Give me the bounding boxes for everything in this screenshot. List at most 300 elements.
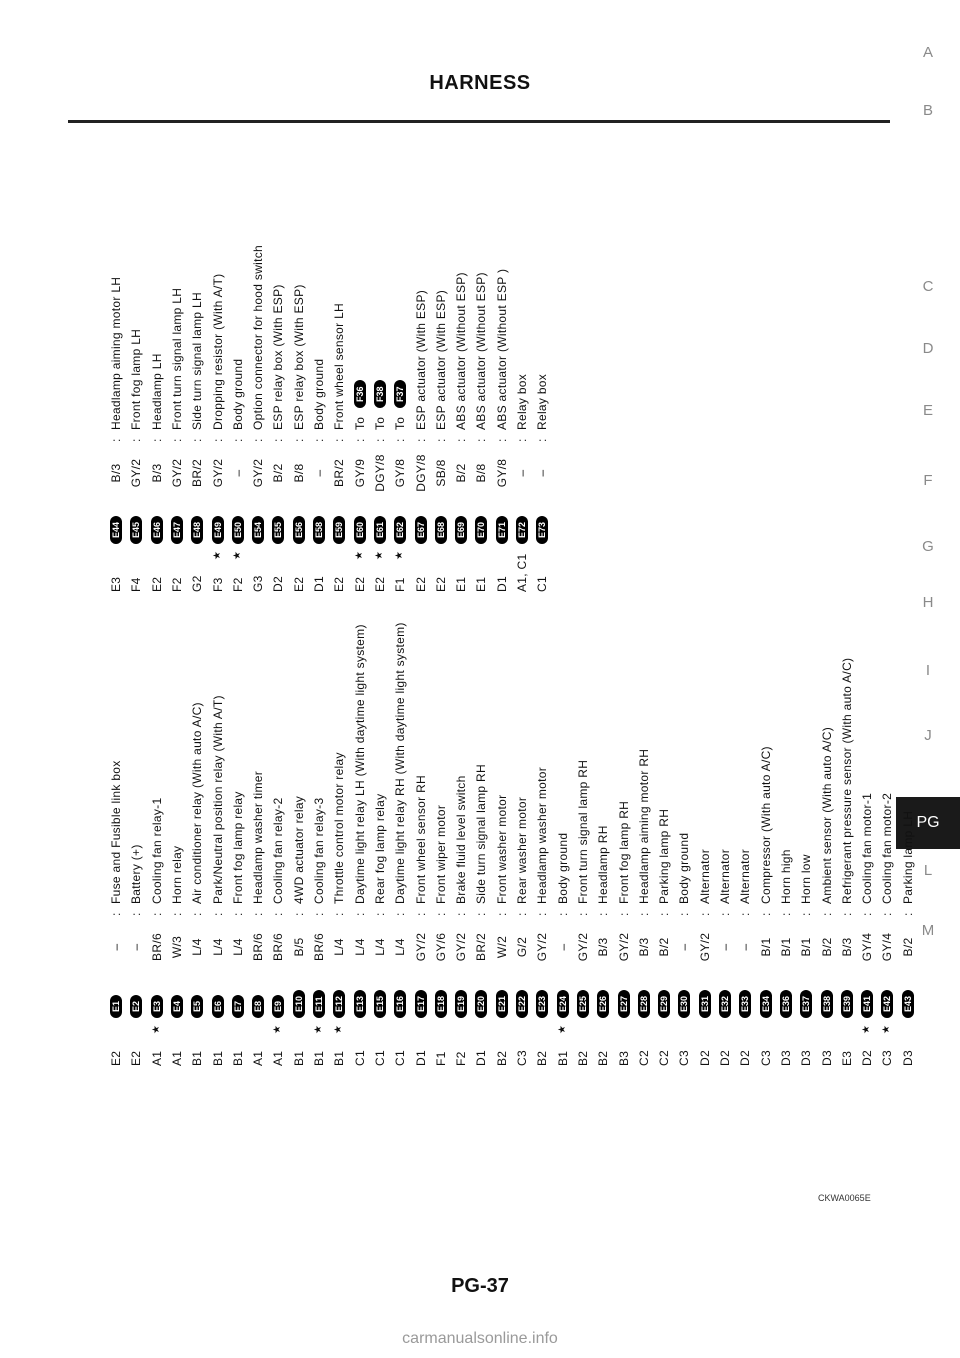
connector-row	[228, 0, 248, 592]
connector-description: Rear fog lamp relay	[372, 793, 387, 904]
wire-spec: BR/6	[312, 933, 326, 961]
section-tab-i[interactable]: I	[925, 662, 931, 679]
connector-description: Headlamp RH	[596, 825, 611, 904]
separator: :	[129, 912, 144, 916]
grid-reference: C3	[515, 1050, 529, 1066]
star-marker-icon: ★	[861, 1024, 873, 1034]
connector-description: Front wheel sensor RH	[413, 774, 428, 904]
wire-spec: GY/2	[413, 932, 428, 962]
wire-spec: BR/6	[149, 933, 164, 961]
section-tab-m[interactable]: M	[921, 922, 935, 939]
connector-badge: E13	[354, 990, 366, 1018]
section-tab-d[interactable]: D	[922, 340, 934, 357]
separator: :	[149, 912, 164, 916]
connector-badge: E10	[293, 990, 305, 1018]
grid-reference: B1	[312, 1050, 326, 1066]
connector-description: Horn high	[778, 849, 793, 904]
connector-badge: E8	[252, 995, 264, 1018]
connector-badge: E30	[678, 990, 690, 1018]
connector-badge: E31	[699, 990, 711, 1018]
connector-badge: E61	[374, 516, 386, 544]
connector-description: ESP relay box (With ESP)	[271, 284, 286, 430]
connector-badge: E58	[313, 516, 325, 544]
grid-reference: A1, C1	[515, 553, 529, 592]
grid-reference: D2	[738, 1050, 753, 1066]
grid-reference: B2	[494, 1050, 509, 1066]
star-marker-icon: ★	[333, 1024, 345, 1034]
wire-spec: GY/8	[494, 458, 509, 488]
wire-spec: L/4	[230, 938, 245, 956]
wire-spec: B/3	[149, 463, 164, 483]
separator: :	[413, 912, 428, 916]
section-tab-c[interactable]: C	[922, 278, 934, 295]
connector-row	[106, 0, 126, 592]
connector-description: Side turn signal lamp RH	[474, 764, 489, 904]
connector-badge: E29	[658, 990, 670, 1018]
connector-row	[126, 0, 146, 592]
wire-spec: BR/2	[190, 459, 205, 487]
connector-row	[289, 0, 309, 592]
wire-spec: L/4	[332, 938, 347, 956]
connector-badge: E17	[415, 990, 427, 1018]
page-number: PG-37	[451, 1275, 509, 1297]
separator: :	[372, 912, 387, 916]
separator: :	[718, 912, 732, 916]
connector-description: Dropping resistor (With A/T)	[210, 273, 225, 430]
separator: :	[819, 912, 834, 916]
connector-badge: E49	[212, 516, 224, 544]
connector-description: Front wheel sensor LH	[332, 302, 347, 430]
wire-spec: B/2	[657, 937, 672, 957]
connector-badge: E36	[780, 990, 792, 1018]
wire-spec: W/3	[169, 935, 184, 959]
connector-description: Headlamp LH	[149, 353, 164, 430]
connector-row	[512, 0, 532, 592]
connector-description: ABS actuator (Without ESP )	[494, 268, 509, 430]
connector-badge: E16	[394, 990, 406, 1018]
connector-badge: E38	[821, 990, 833, 1018]
connector-description: Cooling fan motor-2	[880, 792, 895, 904]
connector-description: ABS actuator (Without ESP)	[454, 272, 469, 430]
connector-row	[268, 0, 288, 592]
connector-badge: E47	[171, 516, 183, 544]
connector-badge: E50	[232, 516, 244, 544]
wire-spec: BR/2	[332, 459, 347, 487]
connector-badge: E26	[597, 990, 609, 1018]
separator: :	[251, 438, 266, 442]
wire-spec: –	[535, 469, 550, 477]
grid-reference: E1	[474, 576, 489, 592]
wire-spec: GY/2	[535, 932, 550, 962]
separator: :	[271, 912, 286, 916]
separator: :	[190, 438, 205, 442]
connector-description: Throttle control motor relay	[332, 752, 347, 904]
separator: :	[778, 912, 793, 916]
connector-badge: E2	[130, 995, 142, 1018]
grid-reference: E2	[291, 576, 306, 592]
separator: :	[494, 912, 509, 916]
connector-description: To	[393, 416, 408, 430]
connector-row	[471, 0, 491, 592]
connector-row	[431, 0, 451, 592]
separator: :	[555, 912, 570, 916]
wire-spec: L/4	[352, 938, 367, 956]
connector-description: Cooling fan relay-1	[149, 797, 164, 904]
connector-badge: E43	[902, 990, 914, 1018]
grid-reference: D2	[271, 576, 286, 592]
connector-row	[532, 0, 552, 592]
separator: :	[535, 912, 550, 916]
grid-reference: F3	[210, 577, 225, 592]
wire-spec: B/2	[819, 937, 834, 957]
connector-badge: E44	[110, 516, 122, 544]
section-tab-h[interactable]: H	[922, 594, 934, 611]
connector-description: ESP relay box (With ESP)	[291, 284, 306, 430]
separator: :	[332, 438, 347, 442]
connector-row	[248, 0, 268, 592]
separator: :	[575, 912, 590, 916]
connector-badge: E24	[557, 990, 569, 1018]
connector-badge: E39	[841, 990, 853, 1018]
connector-badge: E46	[151, 516, 163, 544]
wire-spec: B/2	[271, 463, 286, 483]
connector-description: Body ground	[677, 832, 692, 904]
connector-description: Body ground	[312, 358, 326, 430]
separator: :	[474, 438, 489, 442]
grid-reference: D2	[697, 1050, 712, 1066]
wire-spec: –	[230, 469, 245, 477]
separator: :	[372, 438, 387, 442]
connector-badge: E5	[191, 995, 203, 1018]
connector-description: Compressor (With auto A/C)	[758, 746, 773, 904]
section-tab-l[interactable]: L	[923, 862, 933, 879]
separator: :	[799, 912, 814, 916]
separator: :	[515, 912, 529, 916]
section-tab-j[interactable]: J	[924, 727, 932, 744]
separator: :	[657, 912, 672, 916]
grid-reference: D1	[413, 1050, 428, 1066]
separator: :	[352, 912, 367, 916]
connector-badge: E7	[232, 995, 244, 1018]
target-connector-badge: F37	[394, 380, 406, 408]
grid-reference: B3	[616, 1050, 631, 1066]
connector-badge: E32	[719, 990, 731, 1018]
grid-reference: C2	[657, 1050, 672, 1066]
separator: :	[312, 912, 326, 916]
grid-reference: A1	[251, 1050, 266, 1066]
wire-spec: GY/2	[251, 458, 266, 488]
connector-badge: E73	[536, 516, 548, 544]
connector-description: 4WD actuator relay	[291, 795, 306, 904]
separator: :	[230, 438, 245, 442]
connector-badge: E20	[475, 990, 487, 1018]
connector-row	[370, 0, 390, 592]
grid-reference: B1	[230, 1050, 245, 1066]
separator: :	[596, 912, 611, 916]
connector-description: Headlamp aiming motor LH	[109, 276, 123, 430]
connector-badge: E21	[496, 990, 508, 1018]
connector-description: Refrigerant pressure sensor (With auto A/C)	[839, 657, 854, 904]
grid-reference: E3	[109, 576, 123, 592]
grid-reference: F2	[169, 577, 184, 592]
connector-description: Headlamp washer timer	[251, 770, 266, 904]
separator: :	[332, 912, 347, 916]
wire-spec: B/2	[900, 937, 915, 957]
connector-badge: E3	[151, 995, 163, 1018]
grid-reference: E1	[454, 576, 469, 592]
connector-description: Front wiper motor	[433, 804, 448, 904]
wire-spec: –	[129, 943, 144, 951]
grid-reference: F4	[129, 577, 144, 592]
connector-row	[208, 0, 228, 592]
separator: :	[535, 438, 550, 442]
connector-row	[147, 0, 167, 592]
connector-description: To	[372, 416, 387, 430]
separator: :	[738, 912, 753, 916]
grid-reference: D1	[494, 576, 509, 592]
star-marker-icon: ★	[313, 1024, 324, 1034]
wire-spec: B/3	[596, 937, 611, 957]
star-marker-icon: ★	[150, 1024, 162, 1034]
grid-reference: D3	[799, 1050, 814, 1066]
connector-description: Relay box	[515, 373, 529, 430]
section-tab-e[interactable]: E	[922, 402, 933, 419]
connector-description: Headlamp aiming motor RH	[636, 748, 651, 904]
grid-reference: E2	[149, 576, 164, 592]
connector-badge: E9	[272, 995, 284, 1018]
connector-description: Alternator	[718, 848, 732, 904]
separator: :	[251, 912, 266, 916]
separator: :	[393, 438, 408, 442]
star-marker-icon: ★	[211, 550, 223, 560]
connector-description: Parking lamp RH	[657, 808, 672, 904]
separator: :	[393, 912, 408, 916]
connector-badge: E55	[272, 516, 284, 544]
separator: :	[210, 438, 225, 442]
grid-reference: G3	[251, 575, 266, 592]
separator: :	[860, 912, 875, 916]
wire-spec: W/2	[494, 935, 509, 959]
wire-spec: B/1	[778, 937, 793, 957]
connector-badge: E68	[435, 516, 447, 544]
separator: :	[616, 912, 631, 916]
page-title: HARNESS	[429, 72, 531, 94]
connector-description: Parking lamp LH	[900, 810, 915, 904]
grid-reference: B1	[291, 1050, 306, 1066]
figure-code: CKWA0065E	[818, 1193, 871, 1203]
connector-badge: E1	[110, 995, 122, 1018]
wire-spec: –	[677, 943, 692, 951]
grid-reference: E2	[372, 576, 387, 592]
connector-badge: E60	[354, 516, 366, 544]
wire-spec: GY/2	[575, 932, 590, 962]
connector-description: Cooling fan relay-2	[271, 797, 286, 904]
star-marker-icon: ★	[556, 1024, 568, 1034]
connector-description: Rear washer motor	[515, 796, 529, 904]
star-marker-icon: ★	[394, 550, 406, 560]
connector-row	[167, 0, 187, 592]
separator: :	[129, 438, 144, 442]
wire-spec: –	[109, 943, 123, 951]
connector-row	[187, 0, 207, 592]
star-marker-icon: ★	[231, 550, 243, 560]
wire-spec: –	[718, 943, 732, 951]
wire-spec: GY/8	[393, 458, 408, 488]
section-tab-a[interactable]: A	[922, 44, 933, 61]
connector-description: Headlamp washer motor	[535, 766, 550, 904]
connector-description: To	[352, 416, 367, 430]
grid-reference: F2	[454, 1051, 469, 1066]
separator: :	[839, 912, 854, 916]
separator: :	[454, 438, 469, 442]
wire-spec: B/3	[636, 937, 651, 957]
connector-description: Relay box	[535, 373, 550, 430]
grid-reference: B2	[575, 1050, 590, 1066]
section-tab-g[interactable]: G	[922, 538, 934, 555]
grid-reference: D3	[778, 1050, 793, 1066]
separator: :	[210, 912, 225, 916]
connector-badge: E71	[496, 516, 508, 544]
wire-spec: B/2	[454, 463, 469, 483]
connector-description: Daytime light relay RH (With daytime light system)	[393, 622, 408, 904]
connector-description: Brake fluid level switch	[454, 775, 469, 904]
separator: :	[494, 438, 509, 442]
wire-spec: GY/2	[616, 932, 631, 962]
grid-reference: C3	[758, 1050, 773, 1066]
grid-reference: E2	[129, 1050, 144, 1066]
connector-badge: E18	[435, 990, 447, 1018]
connector-description: Front fog lamp RH	[616, 800, 631, 904]
grid-reference: D2	[718, 1050, 732, 1066]
connector-row	[329, 0, 349, 592]
connector-badge: E48	[191, 516, 203, 544]
grid-reference: E2	[352, 576, 367, 592]
wire-spec: BR/2	[474, 933, 489, 961]
wire-spec: –	[515, 469, 529, 477]
connector-description: Ambient sensor (With auto A/C)	[819, 726, 834, 904]
star-marker-icon: ★	[881, 1024, 893, 1034]
separator: :	[433, 438, 448, 442]
connector-description: Daytime light relay LH (With daytime light system)	[352, 624, 367, 904]
separator: :	[109, 438, 123, 442]
connector-row	[350, 0, 370, 592]
wire-spec: –	[738, 943, 753, 951]
connector-description: Horn relay	[169, 845, 184, 904]
connector-row	[451, 0, 471, 592]
connector-description: Body ground	[230, 358, 245, 430]
separator: :	[880, 912, 895, 916]
wire-spec: GY/4	[860, 932, 875, 962]
connector-badge: E6	[212, 995, 224, 1018]
grid-reference: C2	[636, 1050, 651, 1066]
grid-reference: E2	[413, 576, 428, 592]
grid-reference: D1	[312, 576, 326, 592]
connector-badge: E69	[455, 516, 467, 544]
watermark-link[interactable]: carmanualsonline.info	[402, 1330, 558, 1347]
grid-reference: F1	[433, 1051, 448, 1066]
wire-spec: BR/6	[251, 933, 266, 961]
grid-reference: C1	[535, 576, 550, 592]
wire-spec: B/8	[474, 463, 489, 483]
wire-spec: B/3	[839, 937, 854, 957]
wire-spec: B/5	[291, 937, 306, 957]
connector-description: Front turn signal lamp RH	[575, 759, 590, 904]
separator: :	[352, 438, 367, 442]
wire-spec: B/1	[799, 937, 814, 957]
separator: :	[312, 438, 326, 442]
connector-description: Cooling fan motor-1	[860, 792, 875, 904]
connector-description: Park/Neutral position relay (With A/T)	[210, 695, 225, 904]
wire-spec: L/4	[393, 938, 408, 956]
wire-spec: GY/2	[210, 458, 225, 488]
separator: :	[677, 912, 692, 916]
connector-badge: E11	[313, 990, 325, 1018]
connector-description: Front washer motor	[494, 794, 509, 904]
wire-spec: DGY/8	[372, 454, 387, 492]
separator: :	[515, 438, 529, 442]
grid-reference: F2	[230, 577, 245, 592]
separator: :	[758, 912, 773, 916]
connector-badge: E59	[333, 516, 345, 544]
separator: :	[291, 438, 306, 442]
connector-badge: E42	[881, 990, 893, 1018]
connector-badge: E4	[171, 995, 183, 1018]
section-tab-b[interactable]: B	[922, 102, 933, 119]
connector-badge: E72	[516, 516, 528, 544]
target-connector-badge: F38	[374, 380, 386, 408]
separator: :	[271, 438, 286, 442]
star-marker-icon: ★	[272, 1024, 284, 1034]
wire-spec: G/2	[515, 936, 529, 958]
connector-badge: E56	[293, 516, 305, 544]
section-tab-pg[interactable]: PG	[896, 797, 960, 849]
connector-badge: E23	[536, 990, 548, 1018]
grid-reference: D3	[819, 1050, 834, 1066]
grid-reference: E2	[332, 576, 347, 592]
connector-badge: E22	[516, 990, 528, 1018]
connector-badge: E34	[760, 990, 772, 1018]
wire-spec: B/1	[758, 937, 773, 957]
wire-spec: GY/2	[454, 932, 469, 962]
section-tab-f[interactable]: F	[923, 472, 933, 489]
grid-reference: E3	[839, 1050, 854, 1066]
grid-reference: E2	[433, 576, 448, 592]
connector-badge: E41	[861, 990, 873, 1018]
grid-reference: B1	[332, 1050, 347, 1066]
grid-reference: B2	[596, 1050, 611, 1066]
connector-row	[411, 0, 431, 592]
grid-reference: C1	[352, 1050, 367, 1066]
connector-description: Body ground	[555, 832, 570, 904]
connector-badge: E45	[130, 516, 142, 544]
connector-description: Alternator	[697, 848, 712, 904]
grid-reference: E2	[109, 1050, 123, 1066]
grid-reference: B2	[535, 1050, 550, 1066]
connector-description: ABS actuator (Without ESP)	[474, 272, 489, 430]
connector-badge: E70	[475, 516, 487, 544]
wire-spec: L/4	[210, 938, 225, 956]
wire-spec: –	[312, 469, 326, 477]
grid-reference: C3	[677, 1050, 692, 1066]
connector-description: Front turn signal lamp LH	[169, 287, 184, 430]
connector-description: Alternator	[738, 848, 753, 904]
connector-description: Air conditioner relay (With auto A/C)	[190, 702, 205, 904]
connector-row	[492, 0, 512, 592]
grid-reference: D1	[474, 1050, 489, 1066]
separator: :	[900, 912, 915, 916]
wire-spec: GY/2	[697, 932, 712, 962]
connector-badge: E37	[800, 990, 812, 1018]
